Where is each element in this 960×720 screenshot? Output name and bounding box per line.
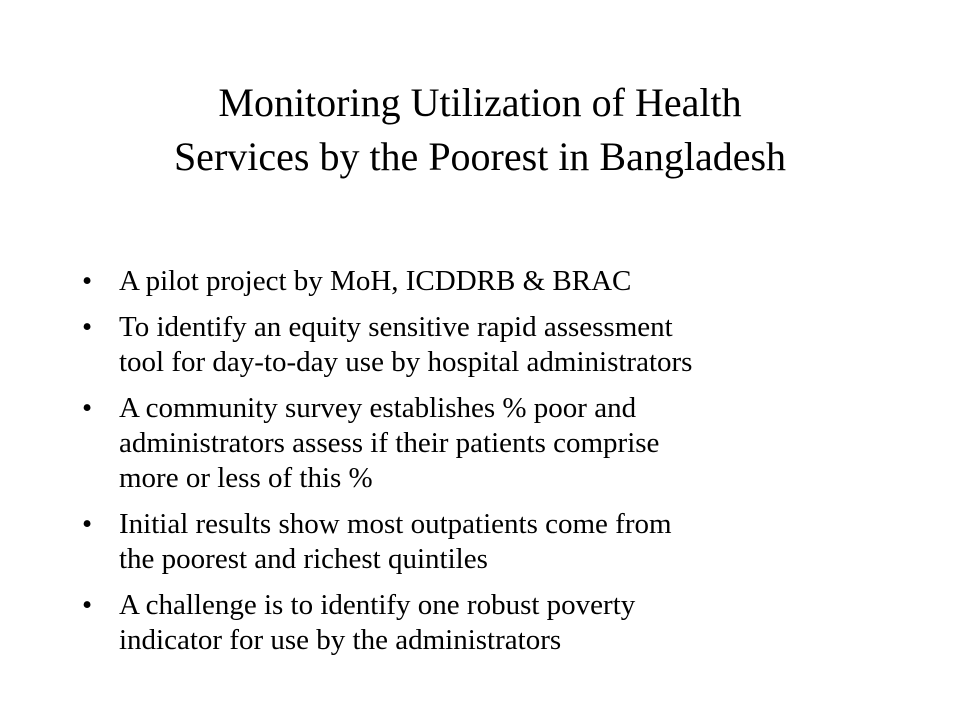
bullet-icon: • — [82, 508, 93, 540]
bullet-line: A challenge is to identify one robust poverty — [119, 589, 636, 621]
bullet-icon: • — [82, 265, 93, 297]
bullet-item — [82, 310, 902, 380]
bullet-icon: • — [82, 589, 93, 621]
bullet-line: To identify an equity sensitive rapid assessment — [119, 311, 673, 343]
bullet-item — [82, 391, 902, 496]
bullet-text — [119, 310, 902, 380]
bullet-text — [119, 588, 902, 658]
bullet-line: more or less of this % — [119, 462, 373, 494]
bullet-line: administrators assess if their patients comprise — [119, 427, 660, 459]
bullet-list — [82, 264, 902, 669]
bullet-item — [82, 507, 902, 577]
bullet-icon: • — [82, 311, 93, 343]
bullet-line: tool for day-to-day use by hospital administrators — [119, 346, 693, 378]
title-line: Monitoring Utilization of Health — [218, 80, 742, 125]
bullet-line: A pilot project by MoH, ICDDRB & BRAC — [119, 265, 632, 297]
bullet-text — [119, 391, 902, 496]
slide-title — [60, 76, 900, 184]
title-line: Services by the Poorest in Bangladesh — [173, 134, 787, 179]
bullet-item — [82, 264, 902, 299]
bullet-icon: • — [82, 392, 93, 424]
bullet-line: the poorest and richest quintiles — [119, 543, 488, 575]
bullet-text — [119, 507, 902, 577]
bullet-text — [119, 264, 902, 299]
bullet-line: Initial results show most outpatients come from — [119, 508, 672, 540]
bullet-item — [82, 588, 902, 658]
bullet-line: A community survey establishes % poor and — [119, 392, 637, 424]
bullet-line: indicator for use by the administrators — [119, 624, 562, 656]
